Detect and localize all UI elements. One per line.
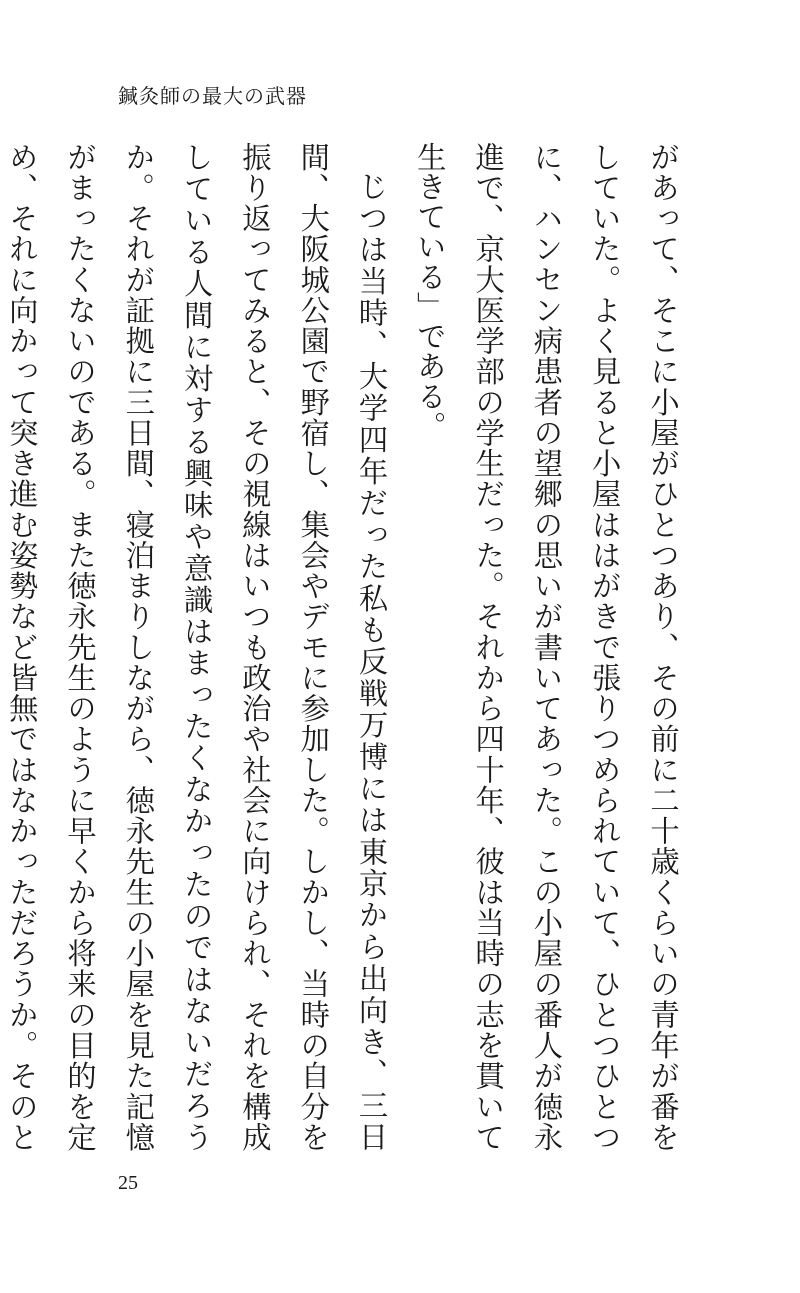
page-number: 25 xyxy=(118,1172,138,1194)
running-head-title: 鍼灸師の最大の武器 xyxy=(118,84,307,108)
paragraph: じつは当時、大学四年だった私も反戦万博には東京から出向き、三日間、大阪城公園で野宿し、集会やデモに参加した。しかし、当時の自分を振り返ってみると、その視線はいつも政治や社会に向けられ、それを構成している人間に対する興味や意識はまったくなかったのではないだろうか。それが証拠に三日間、寝泊まりしながら、徳永先生の小屋を見た記憶がまったくないのである。また徳永先生のように早くから将来の目的を定め、それに向かって突き進む姿勢など皆無ではなかっただろうか。そのと xyxy=(4,142,389,1152)
vertical-body-text xyxy=(4,142,692,1152)
paragraph-continuation: があって、そこに小屋がひとつあり、その前に二十歳くらいの青年が番をしていた。よく見ると小屋ははがきで張りつめられていて、ひとつひとつに、ハンセン病患者の望郷の思いが書いてあった。この小屋の番人が徳永進で、京大医学部の学生だった。それから四十年、彼は当時の志を貫いて生きている」である。 xyxy=(412,142,680,1152)
